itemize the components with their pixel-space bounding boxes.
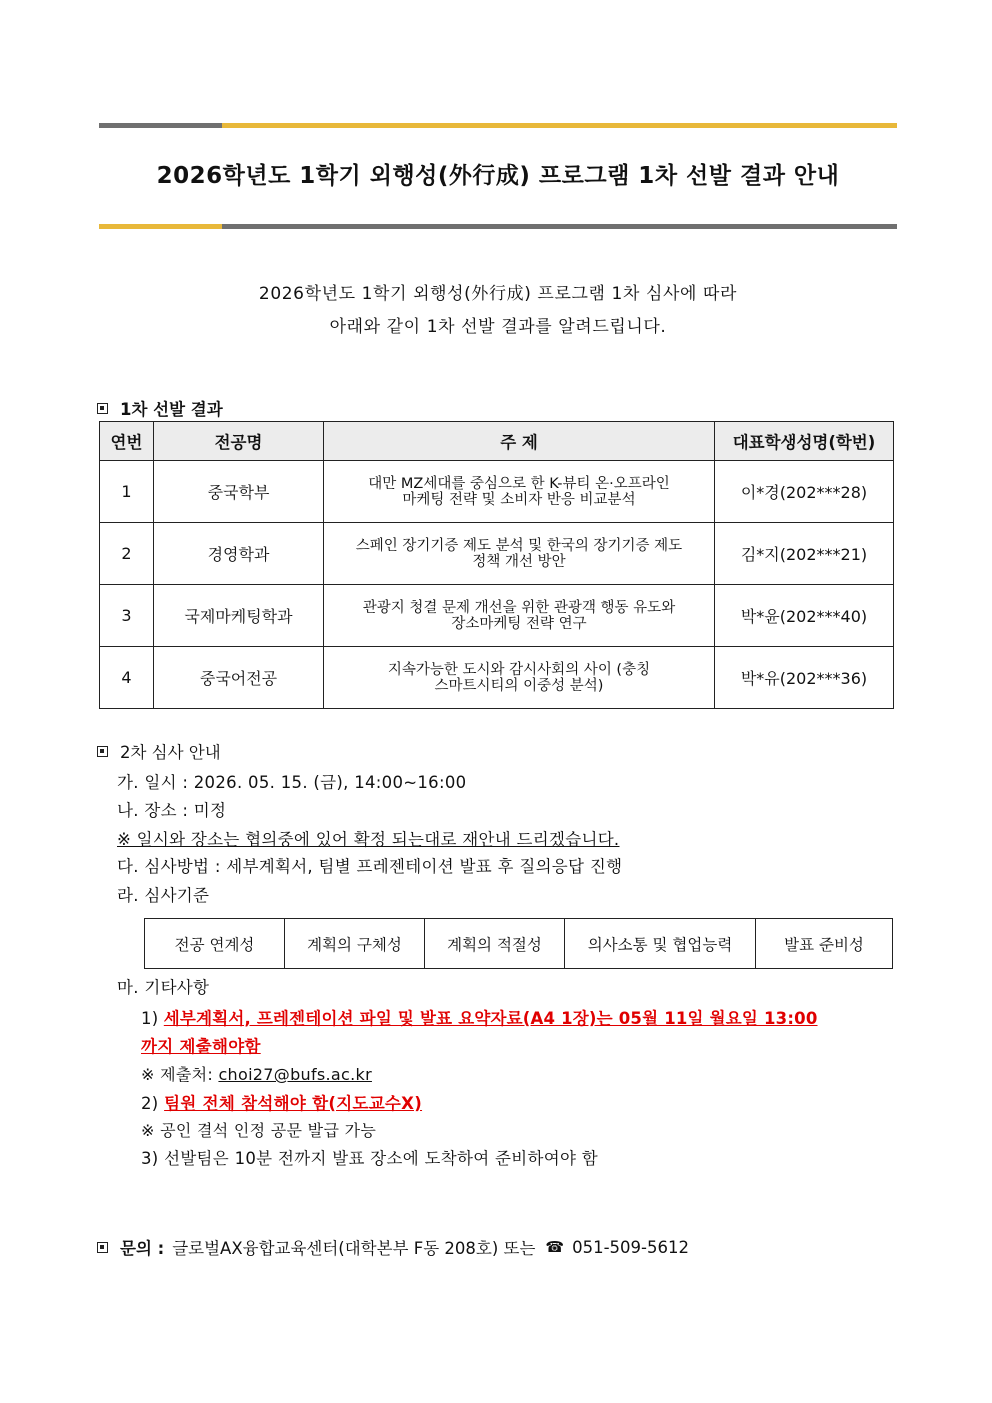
submission-deadline: 세부계획서, 프레젠테이션 파일 및 발표 요약자료(A4 1장)는 05월 11일 월요일 13:00 (163, 1009, 818, 1028)
etc-item-2-prefix: 2) (141, 1094, 159, 1113)
row-no: 2 (100, 523, 154, 585)
row-no: 4 (100, 647, 154, 709)
table-row (100, 585, 894, 647)
section2-heading-text: 2차 심사 안내 (120, 743, 221, 762)
criteria-label: 라. 심사기준 (117, 886, 210, 905)
row-major: 중국학부 (154, 461, 324, 523)
exam-place: 나. 장소 : 미정 (117, 801, 227, 820)
criteria-cell: 발표 준비성 (756, 919, 893, 969)
criteria-cell: 전공 연계성 (145, 919, 285, 969)
table-row (100, 523, 894, 585)
row-topic (324, 647, 715, 709)
row-topic-line2: 스마트시티의 이중성 분석) (434, 677, 604, 694)
section2-heading (97, 739, 221, 763)
submit-label: ※ 제출처: (141, 1065, 219, 1084)
row-student: 김*지(202***21) (715, 523, 894, 585)
criteria-table (144, 918, 893, 969)
row-major: 경영학과 (154, 523, 324, 585)
row-major: 국제마케팅학과 (154, 585, 324, 647)
etc-item-1 (141, 1005, 818, 1029)
header-student: 대표학생성명(학번) (715, 422, 894, 461)
section1-heading (97, 396, 223, 420)
etc-item-1-prefix: 1) (141, 1009, 159, 1028)
header-no: 연번 (100, 422, 154, 461)
intro-line-1: 2026학년도 1학기 외행성(外行成) 프로그램 1차 심사에 따라 (258, 284, 738, 304)
etc-item-3: 3) 선발팀은 10분 전까지 발표 장소에 도착하여 준비하여야 함 (141, 1149, 598, 1168)
header-major: 전공명 (154, 422, 324, 461)
square-bullet-icon (97, 746, 108, 757)
row-topic-line2: 장소마케팅 전략 연구 (451, 615, 587, 632)
criteria-row (145, 919, 893, 969)
row-topic-line1: 지속가능한 도시와 감시사회의 사이 (충칭 (387, 661, 651, 678)
attendance-required: 팀원 전체 참석해야 함(지도교수X) (164, 1094, 423, 1113)
row-no: 1 (100, 461, 154, 523)
page-title: 2026학년도 1학기 외행성(外行成) 프로그램 1차 선발 결과 안내 (156, 163, 840, 189)
etc-label: 마. 기타사항 (117, 978, 210, 997)
row-topic-line2: 마케팅 전략 및 소비자 반응 비교분석 (402, 491, 636, 508)
bottom-bar-gold (99, 224, 222, 229)
row-student: 박*윤(202***40) (715, 585, 894, 647)
header-topic: 주 제 (324, 422, 715, 461)
etc-item-1-cont (141, 1033, 261, 1057)
row-topic-line1: 스페인 장기기증 제도 분석 및 한국의 장기기증 제도 (355, 537, 683, 554)
row-major: 중국어전공 (154, 647, 324, 709)
contact-label: 문의 : (120, 1239, 165, 1258)
absence-note: ※ 공인 결석 인정 공문 발급 가능 (141, 1121, 377, 1140)
intro-line-2: 아래와 같이 1차 선발 결과를 알려드립니다. (329, 317, 667, 337)
submit-email-link[interactable]: choi27@bufs.ac.kr (218, 1065, 372, 1084)
row-student: 이*경(202***28) (715, 461, 894, 523)
exam-method: 다. 심사방법 : 세부계획서, 팀별 프레젠테이션 발표 후 질의응답 진행 (117, 857, 623, 876)
criteria-cell: 의사소통 및 협업능력 (565, 919, 756, 969)
table-row (100, 461, 894, 523)
criteria-cell: 계획의 적절성 (425, 919, 565, 969)
row-topic (324, 461, 715, 523)
row-student: 박*유(202***36) (715, 647, 894, 709)
exam-date: 가. 일시 : 2026. 05. 15. (금), 14:00~16:00 (117, 773, 467, 792)
row-topic (324, 523, 715, 585)
etc-item-2 (141, 1090, 422, 1114)
submission-deadline-cont: 까지 제출해야함 (141, 1037, 261, 1056)
row-topic-line1: 대만 MZ세대를 중심으로 한 K-뷰티 온·오프라인 (368, 475, 670, 492)
submit-to (141, 1062, 372, 1085)
row-topic-line1: 관광지 청결 문제 개선을 위한 관광객 행동 유도와 (362, 599, 676, 616)
contact-text: 글로벌AX융합교육센터(대학본부 F동 208호) 또는 (172, 1239, 536, 1258)
phone-icon: ☎ (545, 1238, 565, 1256)
contact (97, 1235, 689, 1259)
row-no: 3 (100, 585, 154, 647)
results-header-row (100, 422, 894, 461)
top-bar-gray (99, 123, 222, 128)
criteria-cell: 계획의 구체성 (285, 919, 425, 969)
section1-heading-text: 1차 선발 결과 (120, 400, 223, 419)
contact-phone: 051-509-5612 (572, 1237, 689, 1257)
square-bullet-icon (97, 403, 108, 414)
schedule-notice: ※ 일시와 장소는 협의중에 있어 확정 되는대로 재안내 드리겠습니다. (117, 830, 620, 849)
bottom-bar-gray (222, 224, 897, 229)
top-bar-gold (222, 123, 897, 128)
row-topic-line2: 정책 개선 방안 (472, 553, 566, 570)
row-topic (324, 585, 715, 647)
results-table (99, 421, 894, 709)
table-row (100, 647, 894, 709)
square-bullet-icon (97, 1242, 108, 1253)
